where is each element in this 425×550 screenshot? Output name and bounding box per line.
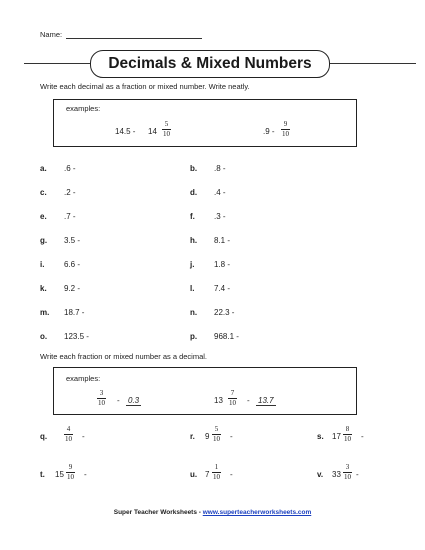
- footer-brand: Super Teacher Worksheets: [113, 509, 197, 516]
- problem-n-value: 22.3 -: [214, 308, 235, 317]
- problem-u-whole: 7: [205, 470, 210, 479]
- problem-m-label: m.: [40, 308, 50, 317]
- problem-e-value: .7 -: [64, 212, 76, 221]
- page-title: Decimals & Mixed Numbers: [90, 50, 330, 78]
- problem-v-dash: -: [356, 470, 359, 479]
- problem-i-label: i.: [40, 260, 45, 269]
- problem-b-value: .8 -: [214, 164, 226, 173]
- problem-f-value: .3 -: [214, 212, 226, 221]
- problem-a-value: .6 -: [64, 164, 76, 173]
- problem-r-denominator: 10: [213, 435, 220, 443]
- problem-t-whole: 15: [55, 470, 64, 479]
- problem-s-denominator: 10: [344, 435, 351, 443]
- s2-example2-answer: 13.7: [258, 396, 274, 405]
- problem-t-label: t.: [40, 470, 45, 479]
- problem-c-value: .2 -: [64, 188, 76, 197]
- s2-example1-numerator: 3: [97, 389, 106, 399]
- s2-example2-dash: -: [247, 396, 250, 405]
- problem-s-fraction: [343, 425, 352, 444]
- problem-j-label: j.: [190, 260, 195, 269]
- problem-q-numerator: 4: [64, 425, 73, 435]
- problem-v-whole: 33: [332, 470, 341, 479]
- problem-o-label: o.: [40, 332, 48, 341]
- problem-s-whole: 17: [332, 432, 341, 441]
- s2-example2-whole: 13: [214, 396, 223, 405]
- problem-h-value: 8.1 -: [214, 236, 231, 245]
- example2-decimal: .9 -: [263, 127, 275, 136]
- problem-n-label: n.: [190, 308, 198, 317]
- problem-c-label: c.: [40, 188, 47, 197]
- problem-h-label: h.: [190, 236, 198, 245]
- example2-denominator: 10: [282, 130, 289, 138]
- problem-g-value: 3.5 -: [64, 236, 81, 245]
- example1-denominator: 10: [163, 130, 170, 138]
- problem-t-denominator: 10: [67, 473, 74, 481]
- problem-k-label: k.: [40, 284, 47, 293]
- example2-fraction: [281, 120, 290, 139]
- problem-s-dash: -: [361, 432, 364, 441]
- s2-example2-denominator: 10: [229, 399, 236, 407]
- problem-s-numerator: 8: [343, 425, 352, 435]
- problem-s-label: s.: [317, 432, 324, 441]
- problem-r-fraction: [212, 425, 221, 444]
- problem-v-label: v.: [317, 470, 324, 479]
- example1-decimal: 14.5 -: [115, 127, 136, 136]
- footer-url-link[interactable]: www.superteacherworksheets.com: [202, 509, 312, 516]
- problem-q-label: q.: [40, 432, 48, 441]
- example1-fraction: [162, 120, 171, 139]
- s2-example1-dash: -: [117, 396, 120, 405]
- problem-o-value: 123.5 -: [64, 332, 89, 341]
- s2-example1-fraction: [97, 389, 106, 408]
- problem-k-value: 9.2 -: [64, 284, 81, 293]
- example1-whole: 14: [148, 127, 157, 136]
- problem-u-dash: -: [230, 470, 233, 479]
- example2-numerator: 9: [281, 120, 290, 130]
- problem-t-numerator: 9: [66, 463, 75, 473]
- problem-v-numerator: 3: [343, 463, 352, 473]
- problem-v-denominator: 10: [344, 473, 351, 481]
- section1-instruction: Write each decimal as a fraction or mixed number. Write neatly.: [40, 82, 250, 91]
- problem-a-label: a.: [40, 164, 47, 173]
- problem-d-value: .4 -: [214, 188, 226, 197]
- problem-r-numerator: 5: [212, 425, 221, 435]
- problem-j-value: 1.8 -: [214, 260, 231, 269]
- problem-t-fraction: [66, 463, 75, 482]
- footer: [0, 509, 425, 516]
- problem-q-fraction: [64, 425, 73, 444]
- problem-l-value: 7.4 -: [214, 284, 231, 293]
- problem-u-denominator: 10: [213, 473, 220, 481]
- problem-q-dash: -: [82, 432, 85, 441]
- example1-numerator: 5: [162, 120, 171, 130]
- problem-r-label: r.: [190, 432, 195, 441]
- problem-q-denominator: 10: [65, 435, 72, 443]
- problem-v-fraction: [343, 463, 352, 482]
- problem-t-dash: -: [84, 470, 87, 479]
- section2-examples-label: examples:: [66, 374, 101, 383]
- section2-instruction: Write each fraction or mixed number as a decimal.: [40, 352, 208, 361]
- problem-m-value: 18.7 -: [64, 308, 85, 317]
- name-input-line[interactable]: [66, 38, 202, 39]
- problem-u-label: u.: [190, 470, 198, 479]
- problem-p-label: p.: [190, 332, 198, 341]
- s2-example1-answer: 0.3: [128, 396, 140, 405]
- section1-examples-label: examples:: [66, 104, 101, 113]
- problem-u-fraction: [212, 463, 221, 482]
- problem-r-dash: -: [230, 432, 233, 441]
- s2-example2-fraction: [228, 389, 237, 408]
- problem-g-label: g.: [40, 236, 48, 245]
- problem-d-label: d.: [190, 188, 198, 197]
- problem-l-label: l.: [190, 284, 195, 293]
- problem-f-label: f.: [190, 212, 195, 221]
- problem-u-numerator: 1: [212, 463, 221, 473]
- problem-i-value: 6.6 -: [64, 260, 81, 269]
- problem-b-label: b.: [190, 164, 198, 173]
- name-label: Name:: [40, 30, 63, 39]
- problem-p-value: 968.1 -: [214, 332, 239, 341]
- s2-example2-numerator: 7: [228, 389, 237, 399]
- problem-e-label: e.: [40, 212, 47, 221]
- s2-example1-denominator: 10: [98, 399, 105, 407]
- problem-r-whole: 9: [205, 432, 210, 441]
- footer-separator: -: [196, 509, 203, 516]
